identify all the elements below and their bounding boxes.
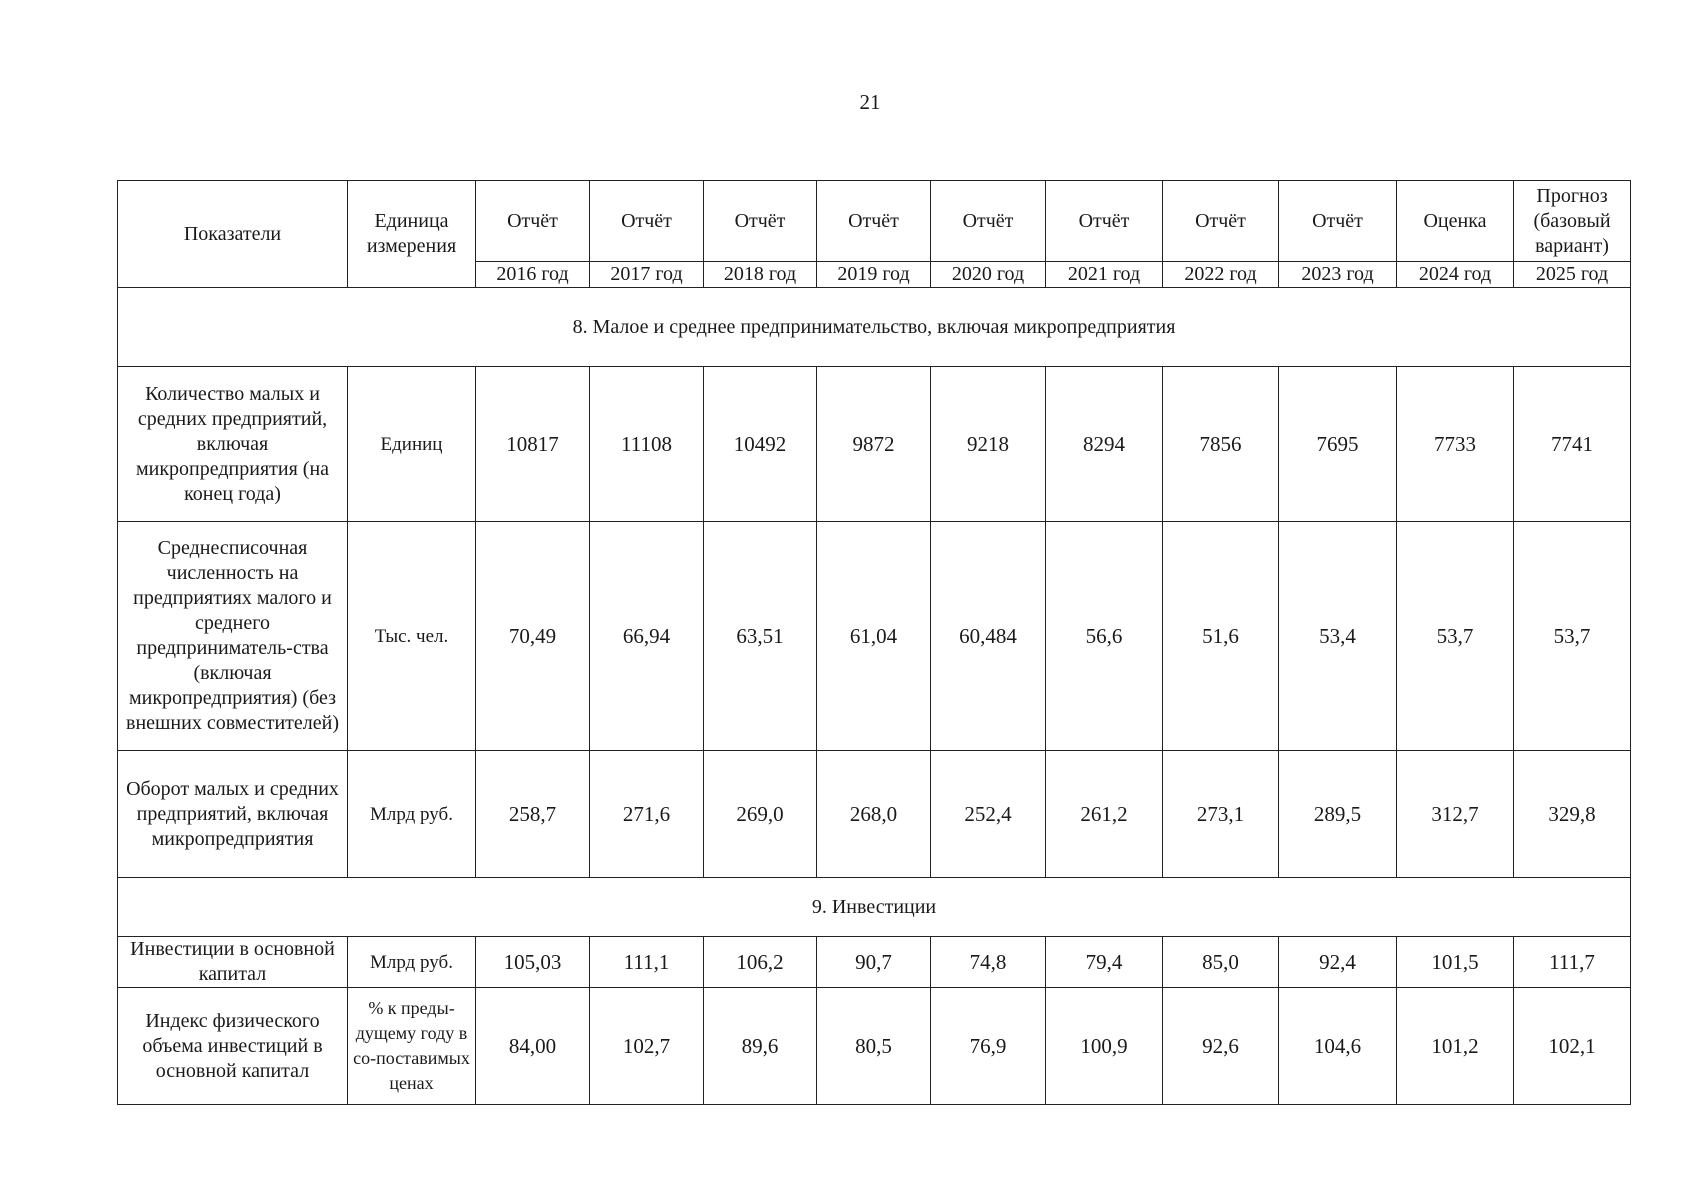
header-year: 2021 год xyxy=(1046,262,1163,288)
value-cell: 252,4 xyxy=(931,751,1046,878)
row-unit: % к преды-дущему году в со-поставимых ценах xyxy=(348,988,476,1105)
value-cell: 312,7 xyxy=(1397,751,1514,878)
header-status: Отчёт xyxy=(817,181,931,262)
value-cell: 56,6 xyxy=(1046,522,1163,751)
header-year: 2025 год xyxy=(1514,262,1631,288)
header-year: 2020 год xyxy=(931,262,1046,288)
value-cell: 60,484 xyxy=(931,522,1046,751)
value-cell: 90,7 xyxy=(817,937,931,988)
value-cell: 66,94 xyxy=(590,522,704,751)
row-indicator: Среднесписочная численность на предприятиях малого и среднего предприниматель-ства (включая микропредприятия) (без внешних совместителей) xyxy=(118,522,348,751)
value-cell: 10817 xyxy=(476,367,590,522)
value-cell: 329,8 xyxy=(1514,751,1631,878)
section-title: 9. Инвестиции xyxy=(118,878,1631,937)
header-status: Отчёт xyxy=(704,181,817,262)
value-cell: 273,1 xyxy=(1163,751,1279,878)
header-unit: Единица измерения xyxy=(348,181,476,288)
value-cell: 84,00 xyxy=(476,988,590,1105)
value-cell: 10492 xyxy=(704,367,817,522)
value-cell: 9218 xyxy=(931,367,1046,522)
value-cell: 111,1 xyxy=(590,937,704,988)
value-cell: 63,51 xyxy=(704,522,817,751)
value-cell: 61,04 xyxy=(817,522,931,751)
value-cell: 7733 xyxy=(1397,367,1514,522)
value-cell: 74,8 xyxy=(931,937,1046,988)
section-title: 8. Малое и среднее предпринимательство, включая микропредприятия xyxy=(118,288,1631,367)
row-indicator: Инвестиции в основной капитал xyxy=(118,937,348,988)
page-number: 21 xyxy=(859,90,881,114)
table-row xyxy=(118,751,1631,878)
table-header xyxy=(118,181,1631,288)
value-cell: 268,0 xyxy=(817,751,931,878)
indicators-table xyxy=(117,180,1631,1105)
value-cell: 102,1 xyxy=(1514,988,1631,1105)
value-cell: 269,0 xyxy=(704,751,817,878)
row-unit: Млрд руб. xyxy=(348,751,476,878)
header-status: Отчёт xyxy=(1163,181,1279,262)
header-status: Отчёт xyxy=(931,181,1046,262)
row-indicator: Количество малых и средних предприятий, включая микропредприятия (на конец года) xyxy=(118,367,348,522)
header-year: 2019 год xyxy=(817,262,931,288)
value-cell: 100,9 xyxy=(1046,988,1163,1105)
value-cell: 89,6 xyxy=(704,988,817,1105)
value-cell: 76,9 xyxy=(931,988,1046,1105)
header-year: 2024 год xyxy=(1397,262,1514,288)
value-cell: 104,6 xyxy=(1279,988,1397,1105)
value-cell: 51,6 xyxy=(1163,522,1279,751)
header-status: Прогноз (базовый вариант) xyxy=(1514,181,1631,262)
value-cell: 92,6 xyxy=(1163,988,1279,1105)
value-cell: 111,7 xyxy=(1514,937,1631,988)
value-cell: 101,2 xyxy=(1397,988,1514,1105)
table-row xyxy=(118,988,1631,1105)
value-cell: 7856 xyxy=(1163,367,1279,522)
header-status: Отчёт xyxy=(1279,181,1397,262)
header-status: Отчёт xyxy=(590,181,704,262)
value-cell: 9872 xyxy=(817,367,931,522)
header-year: 2018 год xyxy=(704,262,817,288)
value-cell: 92,4 xyxy=(1279,937,1397,988)
value-cell: 289,5 xyxy=(1279,751,1397,878)
value-cell: 7741 xyxy=(1514,367,1631,522)
header-status: Оценка xyxy=(1397,181,1514,262)
value-cell: 80,5 xyxy=(817,988,931,1105)
row-indicator: Оборот малых и средних предприятий, включая микропредприятия xyxy=(118,751,348,878)
value-cell: 11108 xyxy=(590,367,704,522)
value-cell: 261,2 xyxy=(1046,751,1163,878)
row-unit: Тыс. чел. xyxy=(348,522,476,751)
value-cell: 53,4 xyxy=(1279,522,1397,751)
value-cell: 70,49 xyxy=(476,522,590,751)
value-cell: 8294 xyxy=(1046,367,1163,522)
value-cell: 85,0 xyxy=(1163,937,1279,988)
value-cell: 102,7 xyxy=(590,988,704,1105)
header-indicator: Показатели xyxy=(118,181,348,288)
row-unit: Млрд руб. xyxy=(348,937,476,988)
table-row xyxy=(118,367,1631,522)
row-indicator: Индекс физического объема инвестиций в основной капитал xyxy=(118,988,348,1105)
value-cell: 53,7 xyxy=(1514,522,1631,751)
value-cell: 271,6 xyxy=(590,751,704,878)
value-cell: 7695 xyxy=(1279,367,1397,522)
value-cell: 258,7 xyxy=(476,751,590,878)
header-status: Отчёт xyxy=(1046,181,1163,262)
value-cell: 101,5 xyxy=(1397,937,1514,988)
row-unit: Единиц xyxy=(348,367,476,522)
header-year: 2022 год xyxy=(1163,262,1279,288)
table-row xyxy=(118,522,1631,751)
value-cell: 105,03 xyxy=(476,937,590,988)
header-year: 2016 год xyxy=(476,262,590,288)
value-cell: 106,2 xyxy=(704,937,817,988)
value-cell: 79,4 xyxy=(1046,937,1163,988)
header-status: Отчёт xyxy=(476,181,590,262)
header-year: 2017 год xyxy=(590,262,704,288)
section-row xyxy=(118,878,1631,937)
value-cell: 53,7 xyxy=(1397,522,1514,751)
table-row xyxy=(118,937,1631,988)
section-row xyxy=(118,288,1631,367)
header-year: 2023 год xyxy=(1279,262,1397,288)
